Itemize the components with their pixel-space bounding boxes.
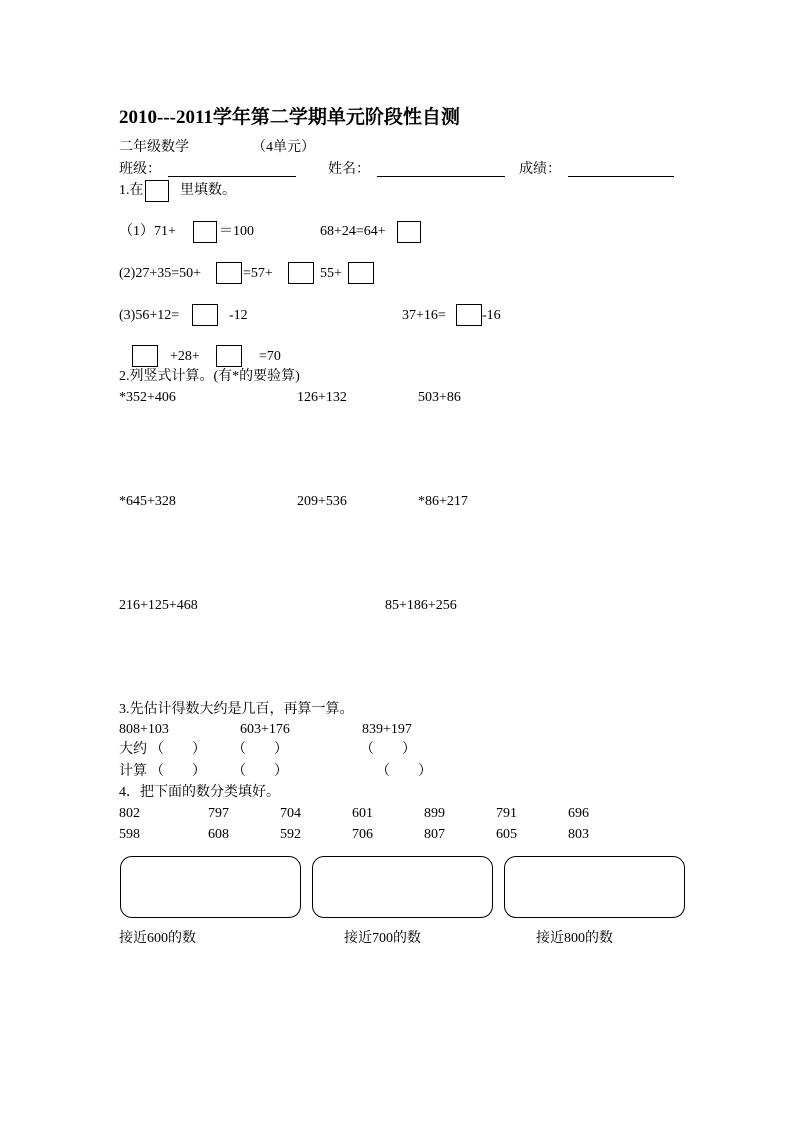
- estimate-label: 大约: [119, 742, 147, 757]
- q1-line3-part3: 37+16=: [402, 308, 446, 323]
- calc-blank[interactable]: （ ）: [150, 764, 206, 779]
- number-item: 598: [119, 827, 140, 842]
- q1-line1-part2: ＝100: [219, 224, 254, 239]
- number-item: 696: [568, 806, 589, 821]
- number-item: 592: [280, 827, 301, 842]
- number-item: 704: [280, 806, 301, 821]
- sample-box: [145, 180, 169, 202]
- number-item: 791: [496, 806, 517, 821]
- answer-box[interactable]: [193, 221, 217, 243]
- answer-box[interactable]: [132, 345, 158, 367]
- q1-line1-part3: 68+24=64+: [320, 224, 386, 239]
- number-item: 605: [496, 827, 517, 842]
- group-box-700[interactable]: [312, 856, 493, 918]
- estimate-blank[interactable]: （ ）: [150, 742, 206, 757]
- score-label: 成绩：: [519, 162, 561, 177]
- q1-heading: 1.在: [119, 183, 144, 198]
- group-box-800[interactable]: [504, 856, 685, 918]
- group-label-700: 接近700的数: [344, 931, 421, 946]
- calc-item: 216+125+468: [119, 598, 198, 613]
- estimate-expr: 603+176: [240, 722, 290, 737]
- calc-item: 126+132: [297, 390, 347, 405]
- q2-heading: 2.列竖式计算。(有*的要验算): [119, 369, 300, 384]
- q1-line3-part2: -12: [229, 308, 248, 323]
- number-item: 797: [208, 806, 229, 821]
- score-field[interactable]: [568, 176, 674, 177]
- answer-box[interactable]: [192, 304, 218, 326]
- group-label-800: 接近800的数: [536, 931, 613, 946]
- number-item: 601: [352, 806, 373, 821]
- answer-box[interactable]: [456, 304, 482, 326]
- calc-blank[interactable]: （ ）: [376, 764, 432, 779]
- calc-label: 计算: [119, 764, 147, 779]
- number-item: 802: [119, 806, 140, 821]
- number-item: 807: [424, 827, 445, 842]
- q1-line1-part1: （1）71+: [119, 224, 176, 239]
- q1-heading-suffix: 里填数。: [180, 183, 236, 198]
- q4-heading: 4．把下面的数分类填好。: [119, 785, 280, 800]
- calc-item: *86+217: [418, 494, 468, 509]
- answer-box[interactable]: [397, 221, 421, 243]
- class-label: 班级：: [119, 162, 161, 177]
- estimate-expr: 808+103: [119, 722, 169, 737]
- answer-box[interactable]: [288, 262, 314, 284]
- answer-box[interactable]: [216, 345, 242, 367]
- estimate-expr: 839+197: [362, 722, 412, 737]
- q1-line2-part2: =57+: [243, 266, 273, 281]
- q3-heading: 3.先估计得数大约是几百，再算一算。: [119, 702, 354, 717]
- answer-box[interactable]: [216, 262, 242, 284]
- q1-line4-part2: =70: [259, 349, 281, 364]
- calc-item: *645+328: [119, 494, 176, 509]
- unit-label: （4单元）: [252, 140, 315, 155]
- name-field[interactable]: [377, 176, 505, 177]
- number-item: 706: [352, 827, 373, 842]
- answer-box[interactable]: [348, 262, 374, 284]
- group-label-600: 接近600的数: [119, 931, 196, 946]
- calc-item: 503+86: [418, 390, 461, 405]
- estimate-blank[interactable]: （ ）: [360, 742, 416, 757]
- grade-subject: 二年级数学: [119, 140, 189, 155]
- group-box-600[interactable]: [120, 856, 301, 918]
- q1-line2-part3: 55+: [320, 266, 342, 281]
- calc-item: 209+536: [297, 494, 347, 509]
- q1-line3-part4: -16: [482, 308, 501, 323]
- class-field[interactable]: [168, 176, 296, 177]
- number-item: 899: [424, 806, 445, 821]
- calc-blank[interactable]: （ ）: [232, 764, 288, 779]
- calc-item: *352+406: [119, 390, 176, 405]
- q1-line4-part1: +28+: [170, 349, 200, 364]
- page-title: 2010---2011学年第二学期单元阶段性自测: [119, 107, 460, 128]
- q1-line3-part1: (3)56+12=: [119, 308, 180, 323]
- name-label: 姓名：: [328, 162, 370, 177]
- estimate-blank[interactable]: （ ）: [232, 742, 288, 757]
- number-item: 803: [568, 827, 589, 842]
- q1-line2-part1: (2)27+35=50+: [119, 266, 202, 281]
- calc-item: 85+186+256: [385, 598, 457, 613]
- number-item: 608: [208, 827, 229, 842]
